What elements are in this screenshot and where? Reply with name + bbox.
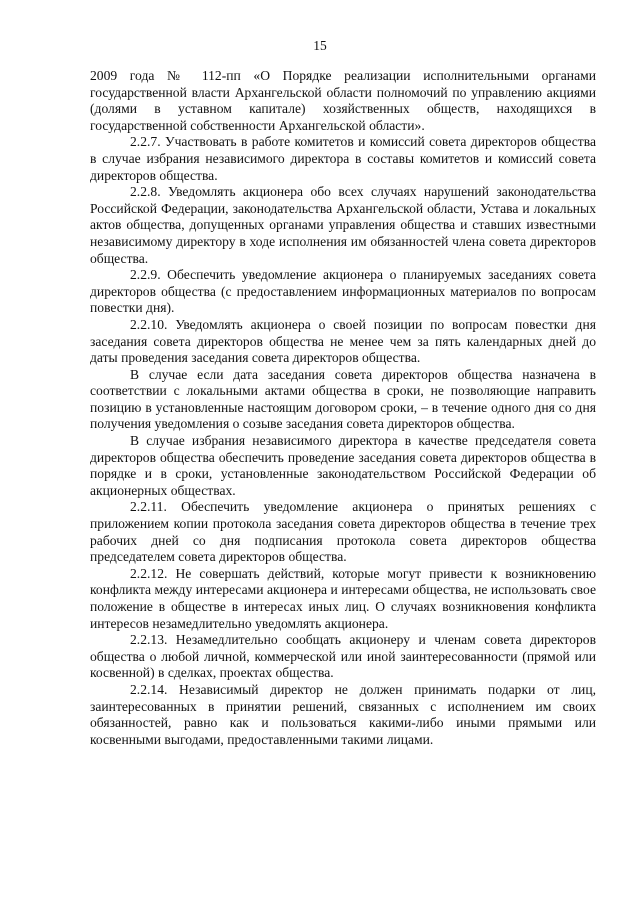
paragraph-2-2-14: 2.2.14. Независимый директор не должен принимать подарки от лиц, заинтересованных в принятии решений, связанных с исполнением им своих обязанностей, равно как и пользоваться какими-либо иными прямыми или косвенными выгодами, предоставленными такими лицами. xyxy=(90,681,596,747)
paragraph-2-2-10: 2.2.10. Уведомлять акционера о своей позиции по вопросам повестки дня заседания совета директоров общества не менее чем за пять календарных дней до даты проведения заседания совета директоров общества. xyxy=(90,316,596,366)
paragraph-2-2-8: 2.2.8. Уведомлять акционера обо всех случаях нарушений законодательства Российской Федерации, законодательства Архангельской области, Устава и локальных актов общества, допущенных органами управления общества и ставших известными независимому директору в ходе исполнения им обязанностей члена совета директоров общества. xyxy=(90,184,596,266)
page-number: 15 xyxy=(313,38,327,53)
paragraph-2-2-7: 2.2.7. Участвовать в работе комитетов и комиссий совета директоров общества в случае избрания независимого директора в составы комитетов и комиссий совета директоров общества. xyxy=(90,134,596,183)
paragraph-2-2-9: 2.2.9. Обеспечить уведомление акционера о планируемых заседаниях совета директоров общества (с предоставлением информационных материалов по вопросам повестки дня). xyxy=(90,267,596,316)
paragraph-2-2-10-chairman: В случае избрания независимого директора в качестве председателя совета директоров общества обеспечить проведение заседания совета директоров общества в порядке и в сроки, установленные законодательством Российской Федерации об акционерных обществах. xyxy=(90,433,596,498)
paragraph-2-2-10-deadline: В случае если дата заседания совета директоров общества назначена в соответствии с локальными актами общества в сроки, не позволяющие направить позицию в установленные настоящим договором сроки, – в течение одного дня со дня получения уведомления о созыве заседания совета директоров общества. xyxy=(90,366,596,432)
paragraph-2-2-13: 2.2.13. Незамедлительно сообщать акционеру и членам совета директоров общества о любой личной, коммерческой или иной заинтересованности (прямой или косвенной) в сделках, проектах общества. xyxy=(90,632,596,681)
paragraph-2-2-12: 2.2.12. Не совершать действий, которые могут привести к возникновению конфликта между интересами акционера и интересами общества, не использовать свое положение в обществе в интересах иных лиц. О случаях возникновения конфликта интересов незамедлительно уведомлять акционера. xyxy=(90,565,596,631)
paragraph-2-2-11: 2.2.11. Обеспечить уведомление акционера о принятых решениях с приложением копии протокола заседания совета директоров общества в течение трех рабочих дней со дня подписания протокола совета директоров общества председателем совета директоров общества. xyxy=(90,499,596,565)
paragraph-continuation: 2009 года № 112-пп «О Порядке реализации исполнительными органами государственной власти Архангельской области полномочий по управлению акциями (долями в уставном капитале) хозяйственных обществ, находящихся в государственной собственности Архангельской области». xyxy=(90,68,596,133)
document-body xyxy=(90,68,596,748)
